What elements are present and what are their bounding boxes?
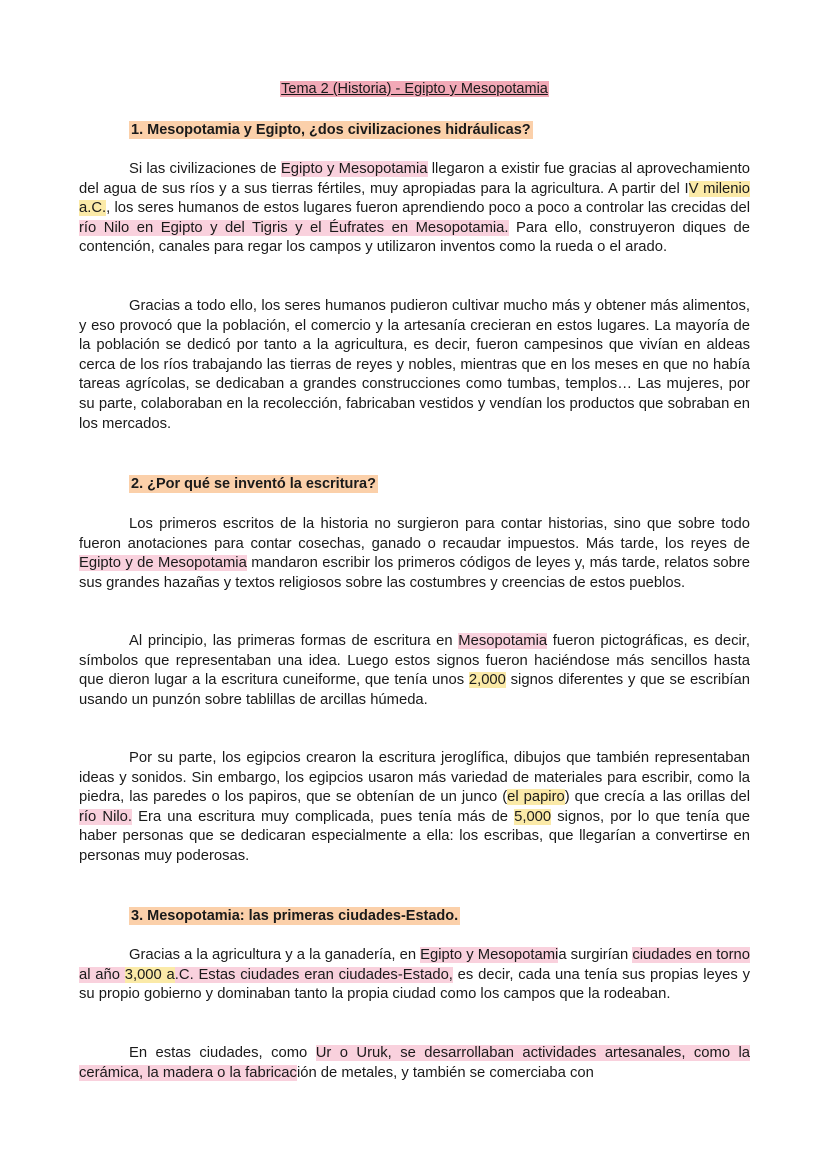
highlight: el papiro	[507, 789, 565, 806]
section-3-paragraph-2: En estas ciudades, como Ur o Uruk, se desarrollaban actividades artesanales, como la cerámica, la madera o la fabricación de metales, y también se comerciaba con	[79, 1045, 750, 1081]
section-1-paragraph-2: Gracias a todo ello, los seres humanos pudieron cultivar mucho más y obtener más alimentos, y eso provocó que la población, el comercio y la artesanía crecieran en estos lugares. La mayoría de la población se dedicó por tanto a la agricultura, es decir, fueron campesinos que vivían en aldeas cerca de los ríos trabajando las tierras de reyes y nobles, mientras que en los meses en que no había tareas agrícolas, se dedicaban a grandes construcciones como tumbas, templos… Las mujeres, por su parte, colaboraban en la recolección, fabricaban vestidos y vendían los productos que sobraban en los mercados.	[79, 298, 750, 432]
section-2-heading: 2. ¿Por qué se inventó la escritura?	[131, 476, 376, 492]
highlight: río Nilo en Egipto y del Tigris y el Éufrates en Mesopotamia.	[79, 219, 509, 236]
highlight: 5,000	[514, 808, 552, 825]
section-2-paragraph-3: Por su parte, los egipcios crearon la escritura jeroglífica, dibujos que también representaban ideas y sonidos. Sin embargo, los egipcios usaron más variedad de materiales para escribir, como la piedra, las paredes o los papiros, que se obtenían de un junco (el papiro) que crecía a las orillas del río Nilo. Era una escritura muy complicada, pues tenía más de 5,000 signos, por lo que tenía que haber personas que se dedicaran especialmente a ella: los escribas, que llegarían a convertirse en personas muy poderosas.	[79, 750, 751, 864]
highlight: 2,000	[468, 672, 506, 689]
section-1-paragraph-1: Si las civilizaciones de Egipto y Mesopotamia llegaron a existir fue gracias al aprovechamiento del agua de sus ríos y a sus tierras fértiles, muy apropiadas para la agricultura. A partir del IV milenio a.C., los seres humanos de estos lugares fueron aprendiendo poco a poco a controlar las crecidas del río Nilo en Egipto y del Tigris y el Éufrates en Mesopotamia. Para ello, construyeron diques de contención, canales para regar los campos y utilizaron inventos como la rueda o el arado.	[79, 161, 751, 256]
section-3-paragraph-1: Gracias a la agricultura y a la ganadería, en Egipto y Mesopotamia surgirían ciudades en torno al año 3,000 a.C. Estas ciudades eran ciudades-Estado, es decir, cada una tenía sus propias leyes y su propio gobierno y dominaban tanto la propia ciudad como los campos que la rodeaban.	[79, 947, 751, 1003]
highlight: Ur o Uruk, se desarrollaban actividades artesanales, como la cerámica, la madera o la fabricac	[79, 1045, 750, 1081]
section-2-paragraph-1: Los primeros escritos de la historia no surgieron para contar historias, sino que sobre todo fueron anotaciones para contar cosechas, ganado o recaudar impuestos. Más tarde, los reyes de Egipto y de Mesopotamia mandaron escribir los primeros códigos de leyes y, más tarde, relatos sobre sus grandes hazañas y textos religiosos sobre las costumbres y creencias de estos pueblos.	[79, 516, 750, 591]
highlight: Mesopotamia	[458, 633, 548, 649]
highlight: ciudades en torno al año	[79, 947, 751, 983]
highlight: .C. Estas ciudades eran ciudades-Estado,	[174, 966, 453, 983]
highlight: Egipto y Mesopotamia	[280, 161, 428, 177]
highlight: Egipto y Mesopotami	[420, 947, 559, 963]
page-title-text: Tema 2 (Historia) - Egipto y Mesopotamia	[281, 81, 548, 97]
highlight: Egipto y de Mesopotamia	[79, 555, 247, 572]
section-3-heading: 3. Mesopotamia: las primeras ciudades-Estado.	[131, 908, 459, 924]
section-2-paragraph-2: Al principio, las primeras formas de escritura en Mesopotamia fueron pictográficas, es decir, símbolos que representaban una idea. Luego estos signos fueron haciéndose más sencillos hasta que dieron lugar a la escritura cuneiforme, que tenía unos 2,000 signos diferentes y que se escribían usando un punzón sobre tablillas de arcillas húmeda.	[79, 633, 750, 708]
highlight: 3,000 a	[124, 966, 175, 983]
section-1-heading: 1. Mesopotamia y Egipto, ¿dos civilizaciones hidráulicas?	[131, 122, 531, 138]
highlight: río Nilo.	[79, 808, 133, 825]
highlight: V milenio a.C.	[79, 180, 751, 217]
page-title	[79, 80, 750, 98]
